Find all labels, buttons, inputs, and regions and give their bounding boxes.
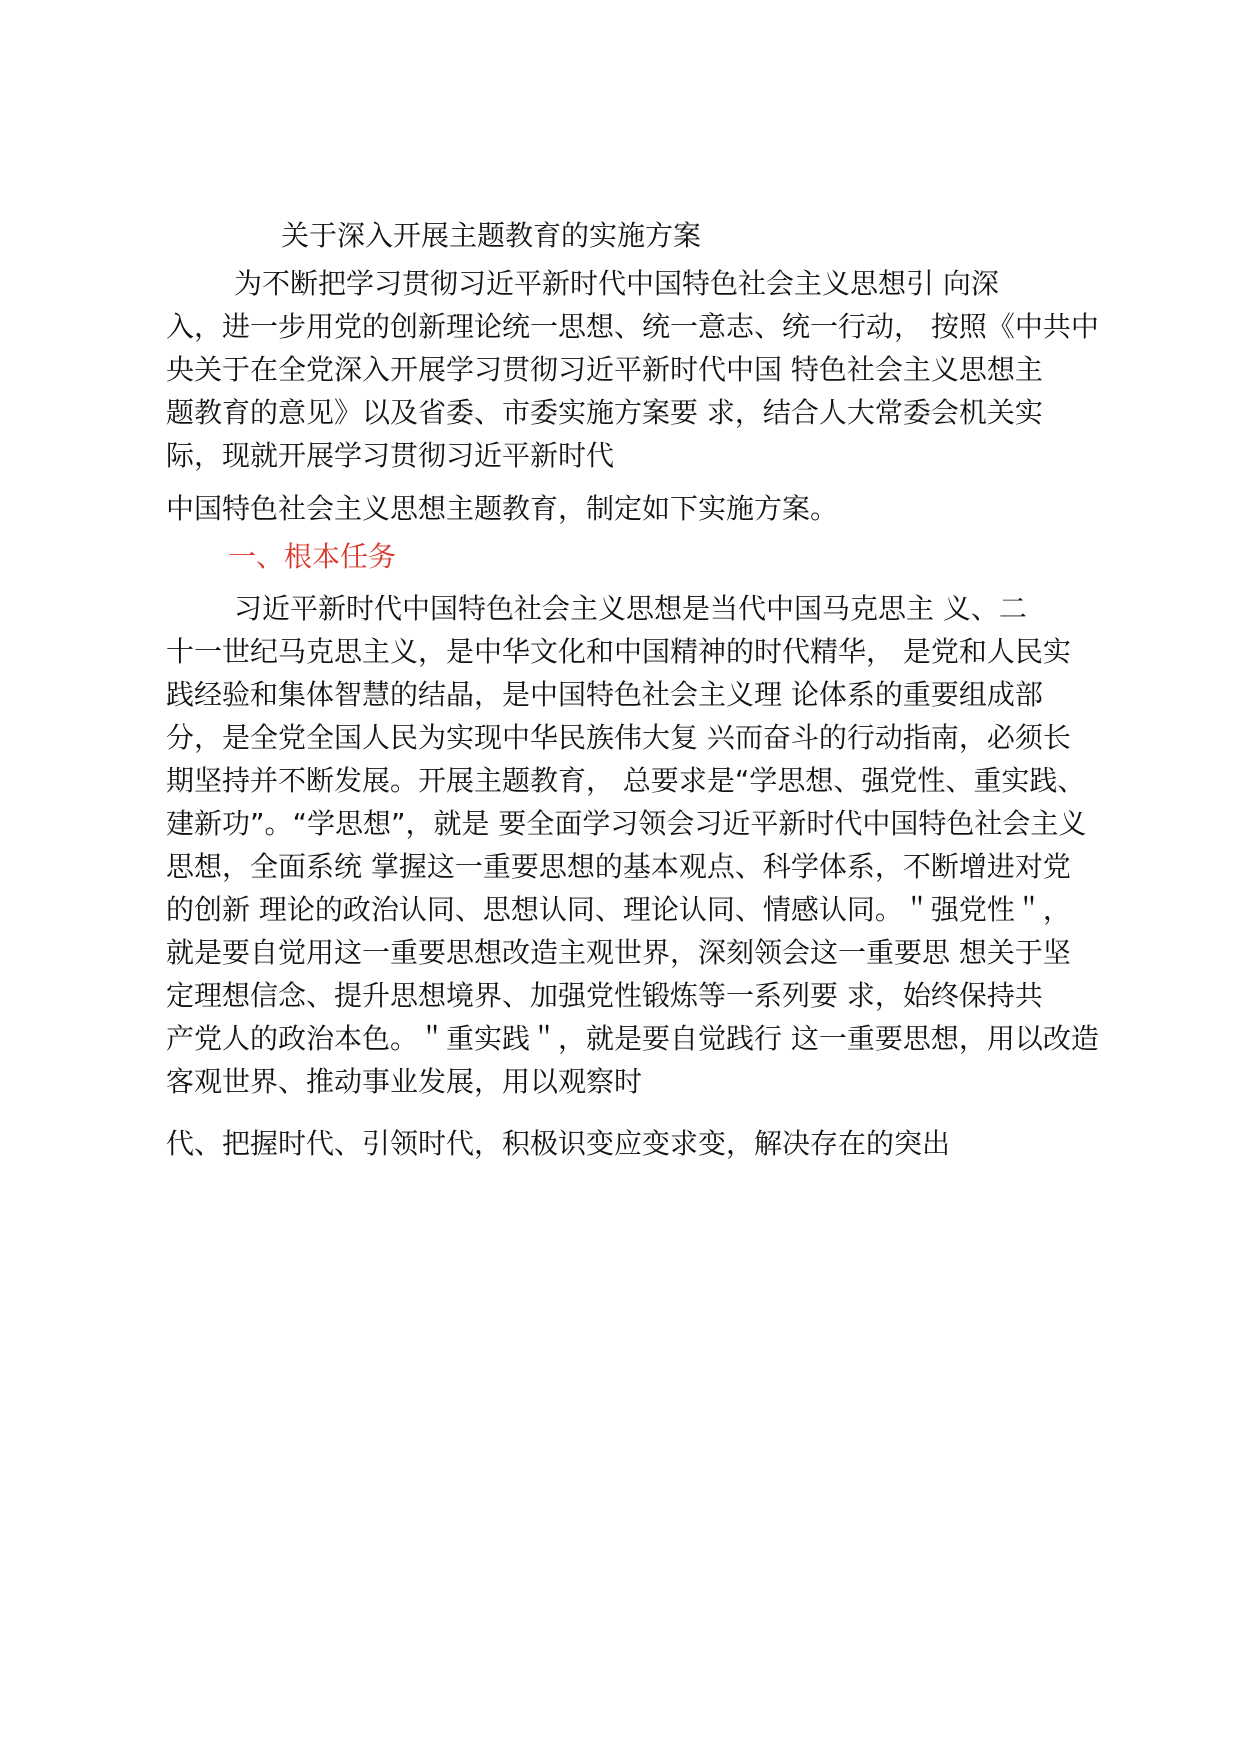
document-title: 关于深入开展主题教育的实施方案 (281, 219, 702, 252)
paragraph-3-line-9: 就是要自觉用这一重要思想改造主观世界，深刻领会这一重要思 想关于坚 (166, 936, 1071, 969)
section-heading-1: 一、根本任务 (228, 540, 397, 573)
paragraph-1-line-2: 入，进一步用党的创新理论统一思想、统一意志、统一行动， 按照《中共中 (166, 310, 1099, 343)
paragraph-3-line-7: 思想，全面系统 掌握这一重要思想的基本观点、科学体系，不断增进对党 (166, 850, 1071, 883)
paragraph-3-line-12: 客观世界、推动事业发展，用以观察时 (166, 1065, 643, 1098)
paragraph-3-line-10: 定理想信念、提升思想境界、加强党性锻炼等一系列要 求，始终保持共 (166, 979, 1043, 1012)
paragraph-3-line-4: 分，是全党全国人民为实现中华民族伟大复 兴而奋斗的行动指南，必须长 (166, 721, 1071, 754)
paragraph-1-line-5: 际，现就开展学习贯彻习近平新时代 (166, 439, 615, 472)
paragraph-1-line-4: 题教育的意见》以及省委、市委实施方案要 求，结合人大常委会机关实 (166, 396, 1043, 429)
paragraph-3-line-5: 期坚持并不断发展。开展主题教育， 总要求是“学思想、强党性、重实践、 (166, 764, 1086, 797)
paragraph-3-line-2: 十一世纪马克思主义，是中华文化和中国精神的时代精华， 是党和人民实 (166, 635, 1071, 668)
paragraph-4-line-1: 代、把握时代、引领时代，积极识变应变求变，解决存在的突出 (166, 1127, 951, 1160)
paragraph-1-line-3: 央关于在全党深入开展学习贯彻习近平新时代中国 特色社会主义思想主 (166, 353, 1043, 386)
paragraph-3-line-11: 产党人的政治本色。＂重实践＂，就是要自觉践行 这一重要思想，用以改造 (166, 1022, 1099, 1055)
paragraph-2-line-1: 中国特色社会主义思想主题教育，制定如下实施方案。 (166, 492, 839, 525)
paragraph-3-line-6: 建新功”。“学思想”，就是 要全面学习领会习近平新时代中国特色社会主义 (166, 807, 1087, 840)
paragraph-3-line-1: 习近平新时代中国特色社会主义思想是当代中国马克思主 义、二 (234, 592, 1027, 625)
paragraph-3-line-8: 的创新 理论的政治认同、思想认同、理论认同、情感认同。＂强党性＂， (166, 893, 1071, 926)
paragraph-3-line-3: 践经验和集体智慧的结晶，是中国特色社会主义理 论体系的重要组成部 (166, 678, 1043, 711)
paragraph-1-line-1: 为不断把学习贯彻习近平新时代中国特色社会主义思想引 向深 (234, 267, 999, 300)
